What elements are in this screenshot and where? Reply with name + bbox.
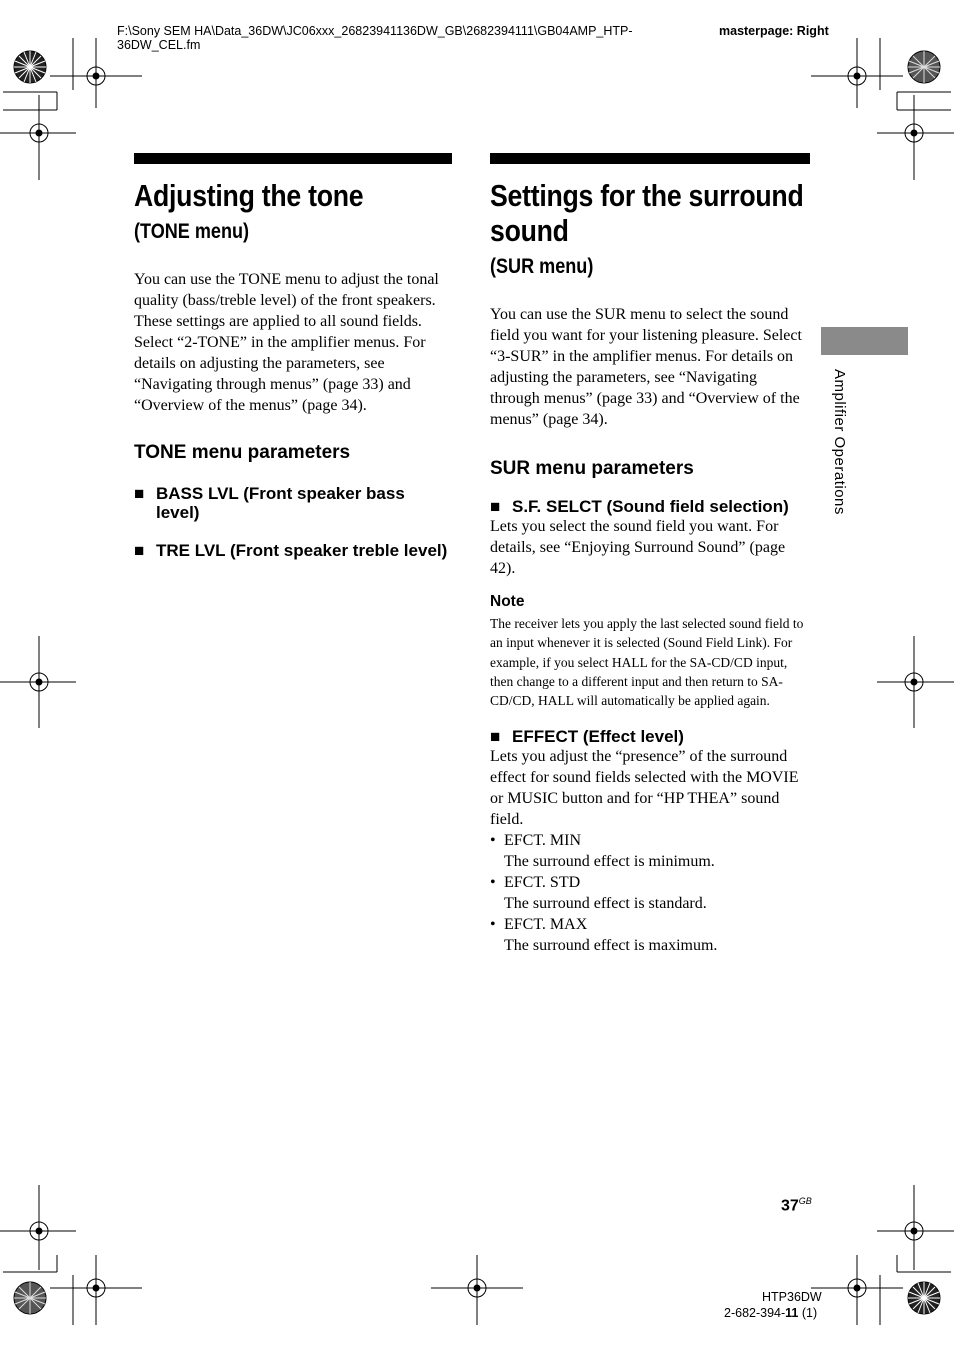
reg-target-br <box>811 1255 903 1325</box>
sf-selct-text: Lets you select the sound field you want. For details, see “Enjoying Surround Sound” (page 42). <box>490 518 786 577</box>
reg-target-l-lower <box>0 1185 76 1270</box>
footer-model: HTP36DW <box>762 1290 822 1304</box>
starburst-tl <box>14 51 46 83</box>
effect-text: Lets you adjust the “presence” of the surround effect for sound fields selected with the MOVIE or MUSIC button and for “HP THEA” sound field. <box>490 748 799 829</box>
param-bass-label: BASS LVL (Front speaker bass level) <box>156 484 405 522</box>
param-effect-label: EFFECT (Effect level) <box>512 727 684 747</box>
reg-target-r-mid <box>877 636 954 728</box>
starburst-bl <box>14 1282 46 1314</box>
param-tre-lvl <box>134 541 452 560</box>
tone-subtitle: (TONE menu) <box>134 220 250 243</box>
sur-subtitle: (SUR menu) <box>490 255 594 278</box>
side-tab-label: Amplifier Operations <box>831 369 848 515</box>
footer-code-bold: 11 <box>785 1306 799 1320</box>
param-tre-label: TRE LVL (Front speaker treble level) <box>156 541 448 560</box>
reg-target-l-upper <box>0 95 76 180</box>
note-text: The receiver lets you apply the last selected sound field to an input whenever it is selected (Sound Field Link). For example, if you select HALL for the SA-CD/CD input, then change to a different input and then return to SA-CD/CD, HALL will automatically be applied again. <box>490 616 804 709</box>
tone-params-heading: TONE menu parameters <box>134 442 351 463</box>
tone-section <box>134 153 452 560</box>
list-item <box>490 830 810 872</box>
param-bass-lvl <box>134 484 452 522</box>
tone-title: Adjusting the tone <box>134 178 364 213</box>
starburst-br <box>908 1282 940 1314</box>
square-bullet-icon: ■ <box>134 484 145 503</box>
side-tab-marker <box>821 327 908 355</box>
sur-intro: You can use the SUR menu to select the sound field you want for your listening pleasure. Select “3-SUR” in the amplifier menus. For details on adjusting the parameters, see “Navigating through menus” (page 33) and “Overview of the menus” (page 34). <box>490 306 802 428</box>
section-rule <box>134 153 452 164</box>
param-sf-label: S.F. SELCT (Sound field selection) <box>512 497 789 516</box>
square-bullet-icon: ■ <box>490 727 501 747</box>
reg-target-r-lower <box>877 1185 954 1270</box>
reg-target-bl <box>50 1255 142 1325</box>
effect-option-name: • EFCT. STD <box>504 874 581 892</box>
effect-option-desc: The surround effect is minimum. <box>504 853 715 871</box>
note-heading: Note <box>490 593 525 610</box>
reg-target-tr <box>811 38 903 108</box>
square-bullet-icon: ■ <box>134 541 145 560</box>
reg-target-bc <box>431 1255 523 1325</box>
sur-title: Settings for the surround sound <box>490 178 804 248</box>
effect-option-desc: The surround effect is maximum. <box>504 937 718 955</box>
effect-option-desc: The surround effect is standard. <box>504 895 707 913</box>
sur-params-heading: SUR menu parameters <box>490 458 694 479</box>
header-file-path: F:\Sony SEM HA\Data_36DW\JC06xxx_26823941136DW_GB\2682394111\GB04AMP_HTP-36DW_CEL.fm <box>117 24 633 52</box>
tone-intro-1: You can use the TONE menu to adjust the tonal quality (bass/treble level) of the front speakers. These settings are applied to all sound fields. <box>134 271 439 330</box>
effect-option-name: • EFCT. MIN <box>504 832 582 850</box>
page-number <box>781 1196 812 1215</box>
tone-intro-2: Select “2-TONE” in the amplifier menus. For details on adjusting the parameters, see “Navigating through menus” (page 33) and “Overview of the menus” (page 34). <box>134 334 426 414</box>
footer-code-prefix: 2-682-394- <box>724 1306 786 1320</box>
effect-options <box>490 830 810 956</box>
page-number-value: 37 <box>781 1197 799 1215</box>
param-effect <box>490 727 810 746</box>
footer-code <box>724 1306 817 1320</box>
page-number-suffix: GB <box>798 1196 812 1206</box>
reg-target-r-upper <box>877 95 954 180</box>
effect-option-name: • EFCT. MAX <box>504 916 588 934</box>
footer-code-suffix: (1) <box>798 1306 818 1320</box>
reg-target-l-mid <box>0 636 76 728</box>
square-bullet-icon: ■ <box>490 497 501 516</box>
sur-section <box>490 153 810 956</box>
header-masterpage: masterpage: Right <box>719 24 829 38</box>
starburst-tr <box>908 51 940 83</box>
param-sf-selct <box>490 497 810 516</box>
list-item <box>490 914 810 956</box>
section-rule <box>490 153 810 164</box>
list-item <box>490 872 810 914</box>
